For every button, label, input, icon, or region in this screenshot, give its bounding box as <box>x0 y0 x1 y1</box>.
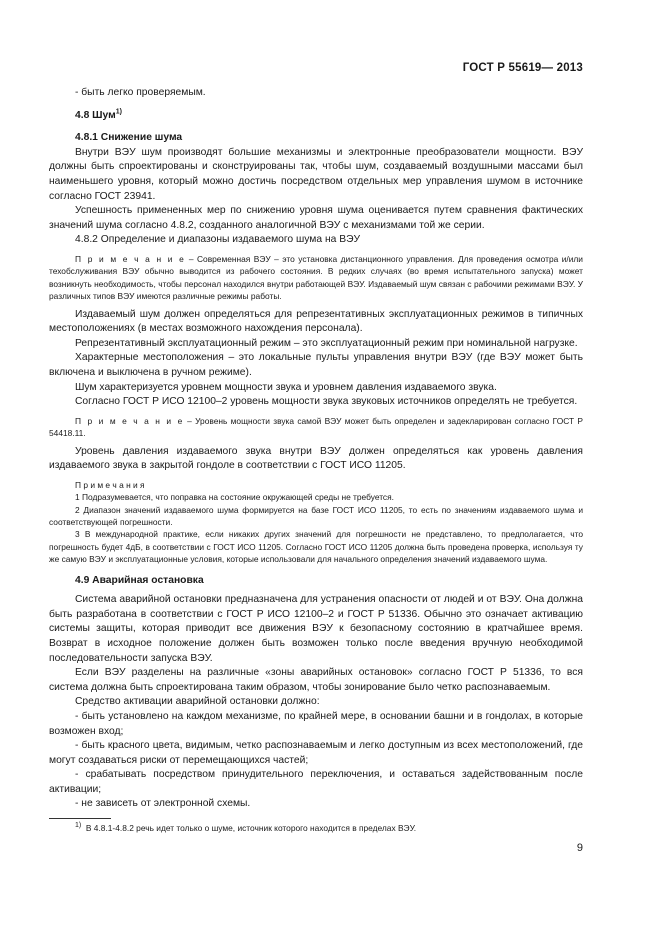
paragraph: Система аварийной остановки предназначена для устранения опасности от людей и от ВЭУ. Она должна быть разработана в соответствии с ГОСТ Р ИСО 12100–2 и ГОСТ Р 51336. Обычно это означает активацию системы защиты, которая приводит все движения ВЭУ к безопасному состоянию в кратчайшее время. Возврат в исходное положение должен быть возможен только после введения вручную необходимой последовательности запуска ВЭУ. <box>49 594 583 664</box>
section-heading-4-9: 4.9 Аварийная остановка <box>75 574 204 586</box>
paragraph: Успешность примененных мер по снижению уровня шума оценивается путем сравнения фактических значений шума согласно 4.8.2, созданного аналогичной ВЭУ с механизмами той же серии. <box>49 205 583 231</box>
note-label: П р и м е ч а н и е <box>75 415 184 426</box>
paragraph: Согласно ГОСТ Р ИСО 12100–2 уровень мощности звука звуковых источников определять не требуется. <box>75 396 578 408</box>
footnote-ref: 1) <box>115 108 122 116</box>
paragraph: Издаваемый шум должен определяться для репрезентативных эксплуатационных режимов в типичных местоположениях (в местах возможного нахождения персонала). <box>49 308 583 335</box>
list-item: - быть установлено на каждом механизме, по крайней мере, в основании башни и в гондолах, в которые возможен вход; <box>49 710 583 737</box>
note: П р и м е ч а н и е – Уровень мощности звука самой ВЭУ может быть определен и задекларирован согласно ГОСТ Р 54418.11. <box>49 415 583 439</box>
footnote-divider <box>49 818 111 819</box>
footnote-text: В 4.8.1-4.8.2 речь идет только о шуме, источник которого находится в пределах ВЭУ. <box>85 823 417 833</box>
paragraph: - быть легко проверяемым. <box>75 87 206 98</box>
subsection-heading-4-8-2: 4.8.2 Определение и диапазоны издаваемого шума на ВЭУ <box>75 234 361 246</box>
paragraph: Шум характеризуется уровнем мощности звука и уровнем давления издаваемого звука. <box>75 381 497 393</box>
paragraph: Средство активации аварийной остановки должно: <box>75 696 320 708</box>
paragraph: Репрезентативный эксплуатационный режим – это эксплуатационный режим при номинальной нагрузке. <box>75 337 578 349</box>
paragraph: Характерные местоположения – это локальные пульты управления внутри ВЭУ (где ВЭУ может быть включена и выключена в ручном режиме). <box>49 352 583 378</box>
subsection-heading-4-8-1: 4.8.1 Снижение шума <box>75 132 183 144</box>
document-body <box>49 86 583 812</box>
note-item: 3 В международной практике, если никаких других значений для погрешности не представлено, то предполагается, что погрешность будет 4дБ, в соответствии с ГОСТ ИСО 11205. Согласно ГОСТ ИСО 11205 должна быть проведена проверка, используя ту же самую ВЭУ и эксплуатационные условия, которые использовали для начального определения значений издаваемого шума. <box>49 529 583 565</box>
note-item: 2 Диапазон значений издаваемого шума формируется на базе ГОСТ ИСО 11205, то есть по значениям издаваемого шума и соответствующей погрешности. <box>49 504 583 527</box>
note-item: 1 Подразумевается, что поправка на состояние окружающей среды не требуется. <box>75 492 394 503</box>
document-code: ГОСТ Р 55619— 2013 <box>462 62 583 74</box>
list-item: - срабатывать посредством принудительного переключения, и оставаться задействованным после активации; <box>49 769 583 795</box>
list-item: - быть красного цвета, видимым, четко распознаваемым и легко доступным из всех местоположений, где могут создаваться риски от перемещающихся частей; <box>49 740 583 766</box>
paragraph: Внутри ВЭУ шум производят большие механизмы и электронные преобразователи мощности. ВЭУ должны быть спроектированы и сконструированы так, чтобы шум, создаваемый воздушными массами был наименьшего уровня, который можно достичь посредством отдельных мер управления шумом в источнике согласно ГОСТ 23941. <box>49 146 583 202</box>
list-item: - не зависеть от электронной схемы. <box>75 798 251 810</box>
notes-label: П р и м е ч а н и я <box>75 479 145 490</box>
paragraph: Уровень давления издаваемого звука внутри ВЭУ должен определяться как уровень давления издаваемого звука в закрытой гондоле в соответствии с ГОСТ ИСО 11205. <box>49 445 583 472</box>
note-label: П р и м е ч а н и е <box>75 253 186 264</box>
note: П р и м е ч а н и е – Современная ВЭУ – это установка дистанционного управления. Для проведения осмотра и/или техобслуживания ВЭУ обычно выводится из рабочего состояния. В редких случаях (во время испытательного запуска) может возникнуть необходимость, чтобы персонал находился внутри работающей ВЭУ. Издаваемый шум связан с рабочими режимами ВЭУ. У различных типов ВЭУ имеются различные режимы работы. <box>49 253 583 302</box>
section-heading-4-8: 4.8 Шум$^{1)}$ <box>75 108 122 121</box>
paragraph: Если ВЭУ разделены на различные «зоны аварийных остановок» согласно ГОСТ Р 51336, то вся система должна быть спроектирована таким образом, чтобы зонирование было четко распознаваемым. <box>49 667 583 693</box>
page-number: 9 <box>576 842 583 854</box>
footnote <box>75 822 583 834</box>
footnote-mark: 1) <box>75 822 82 830</box>
